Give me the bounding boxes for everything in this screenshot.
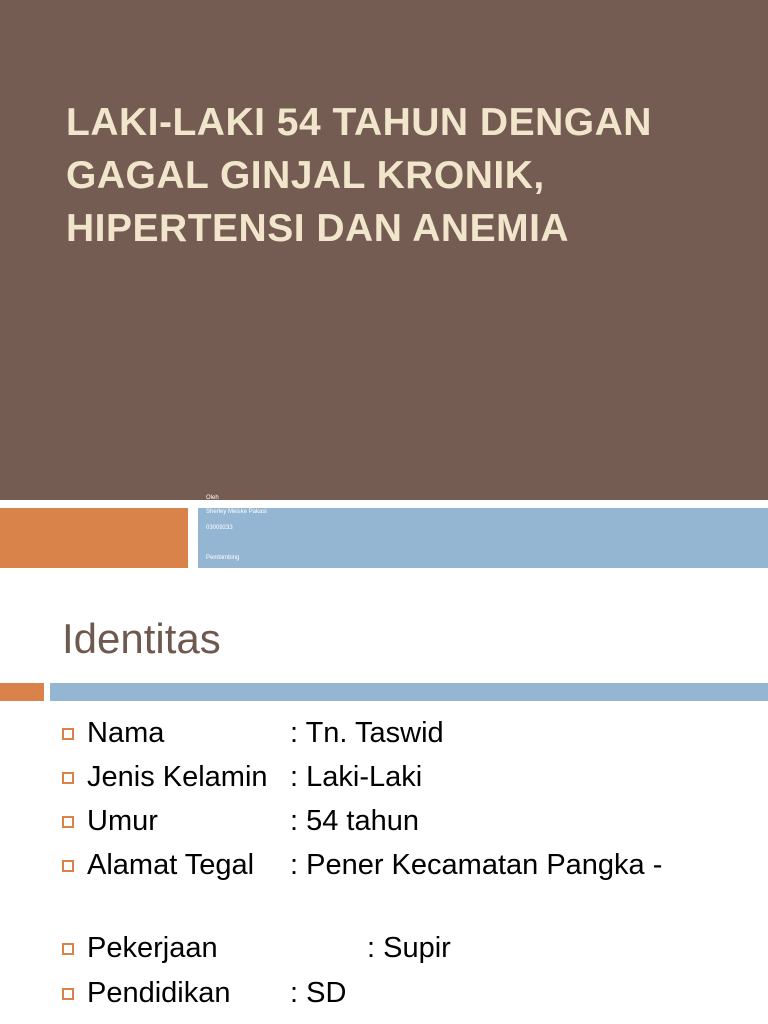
item-value: : Pener Kecamatan Pangka - — [290, 849, 663, 881]
item-label: Umur — [87, 805, 158, 837]
item-label: Nama — [87, 717, 165, 749]
subtitle-line: 03009233 — [206, 525, 233, 531]
blue-accent-bar — [50, 683, 768, 701]
subtitle-line: Sherley Meiske Pakasi — [206, 509, 267, 515]
hollow-square-bullet-icon — [62, 943, 74, 955]
hollow-square-bullet-icon — [62, 816, 74, 828]
item-label: Pendidikan — [87, 977, 231, 1009]
hollow-square-bullet-icon — [62, 988, 74, 1000]
item-value: : SD — [290, 977, 347, 1009]
subtitle-line: Pembimbing — [206, 555, 240, 561]
item-value: : Laki-Laki — [290, 761, 423, 793]
orange-accent-bar — [0, 683, 44, 701]
slide-heading: Identitas — [62, 615, 221, 662]
identity-slide — [0, 568, 768, 1024]
list-item — [0, 846, 768, 926]
slide-title: LAKI-LAKI 54 TAHUN DENGAN GAGAL GINJAL KRONIK, HIPERTENSI DAN ANEMIA — [66, 101, 652, 250]
item-value: : Tn. Taswid — [290, 717, 444, 749]
hollow-square-bullet-icon — [62, 772, 74, 784]
item-label: Pekerjaan — [87, 932, 218, 964]
item-value: : 54 tahun — [290, 805, 419, 837]
blue-accent-bar — [198, 508, 768, 568]
orange-accent-bar — [0, 508, 188, 568]
subtitle-line: Oleh — [206, 495, 219, 501]
item-value: : Supir — [367, 932, 451, 964]
hollow-square-bullet-icon — [62, 860, 74, 872]
item-label: Alamat Tegal — [87, 849, 255, 881]
item-label: Jenis Kelamin — [87, 761, 268, 793]
hollow-square-bullet-icon — [62, 728, 74, 740]
